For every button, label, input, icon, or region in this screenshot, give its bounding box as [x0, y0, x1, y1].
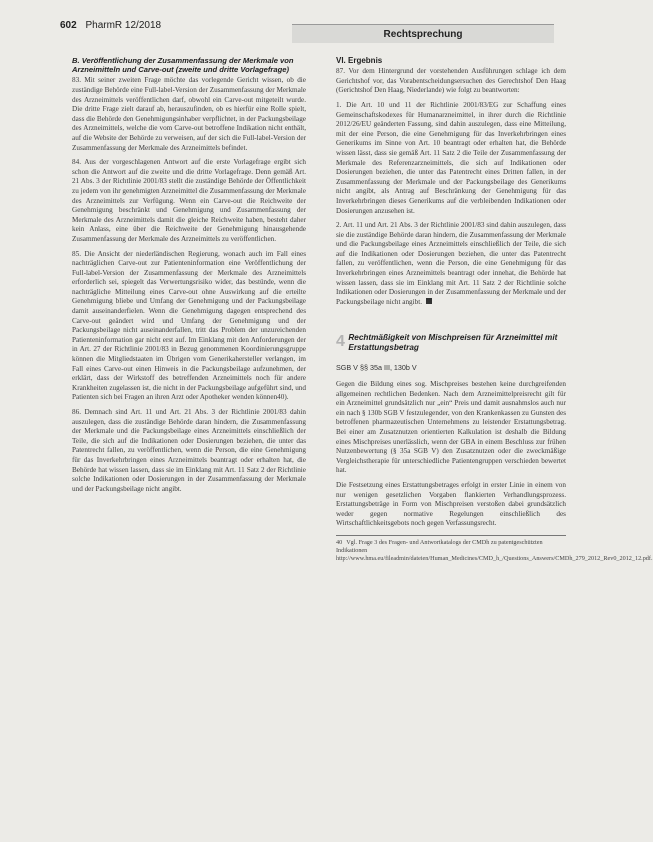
paragraph-86: 86. Demnach sind Art. 11 und Art. 21 Abs. 3 der Richtlinie 2001/83 dahin auszulegen, dass die zuständige Behörde daran hindern, die Zusammenfassung der Merkmale und die Packungsbeilage eines Arzneimittels einschließlich der Teile, die sich auf die Indikationen oder Dosierungen beziehen, die unter das Patentrecht fallen, zu veröffentlichen, wenn die Person, die eine Genehmigung für das Inverkehrbringen eines Arzneimittels beantragt oder erhalten hat, die Behörde hat wissen lassen, dass sie im Einklang mit Art. 11 Satz 2 der Richtlinie solche Indikationen oder Dosierungen in der Zusammenfassung der Merkmale und der Packungsbeilage nicht angibt.	[72, 408, 306, 493]
footnote-divider	[336, 535, 566, 536]
end-of-article-mark	[426, 298, 432, 304]
section-heading-b: B. Veröffentlichung der Zusammenfassung der Merkmale von Arzneimitteln und Carve-out (zweite und dritte Vorlagefrage)	[72, 56, 294, 75]
paragraph-87: 87. Vor dem Hintergrund der vorstehenden Ausführungen schlage ich dem Gerichtshof vor, das Vorabentscheidungsersuchen des Gerechtshof Den Haag (Gerichtshof Den Haag, Niederlande) wie folgt zu beantworten:	[336, 67, 566, 95]
paragraph-84: 84. Aus der vorgeschlagenen Antwort auf die erste Vorlagefrage ergibt sich schon die Antwort auf die zweite und die dritte Vorlagefrage. Denn gemäß Art. 21 Abs. 3 der Richtlinie 2001/83 stellt die zuständige Behörde der Öffentlichkeit zu jedem von ihr genehmigten Arzneimittel die Zusammenfassung der Merkmale des Arzneimittels zur Verfügung. Wenn ein Carve-out die Reichweite der Genehmigung beschränkt und Genehmigung und Zusammenfassung der Merkmale des Arzneimittels damit die gleiche Reichweite haben, besteht daher kein Anlass, eine über die Reichweite der Genehmigung hinausgehende Zusammenfassung der Merkmale des Arzneimittels zu veröffentlichen.	[72, 158, 306, 243]
section-header: Rechtsprechung	[292, 24, 554, 43]
statute-reference: SGB V §§ 35a III, 130b V	[336, 363, 417, 373]
section-heading-vi: VI. Ergebnis	[336, 56, 383, 65]
journal-name: PharmR 12/2018	[85, 20, 162, 31]
paragraph-85: 85. Die Ansicht der niederländischen Regierung, wonach auch im Fall eines nachträglichen Carve-out zur Patienteninformation eine Veröffentlichung der Full-label-Version der Zusammenfassung der Merkmale des Arzneimittels erforderlich sei, spiegelt das Verwertungsrisiko wider, das bestünde, wenn die nachträgliche Mitteilung eines Carve-out ohne Auswirkung auf die erteilte Genehmigung bliebe und Umfang der Genehmigung und der Packungsbeilage damit auseinanderfielen. Wenn die Genehmigung dagegen entsprechend des Carve-out geändert wird und Umfang der Genehmigung und der Packungsbeilage nicht auseinanderfallen, tritt das Problem der unzureichenden Patienteninformation gar nicht erst auf. Im Einklang mit den Anforderungen der in Art. 27 der Richtlinie 2001/83 in Bezug genommenen Koordinierungsgruppe können die Mitgliedstaaten im Übrigen vom Generikahersteller verlangen, im Fall eines Carve-out einen Hinweis in die Packungsbeilage aufzunehmen, der erklärt, dass der Wirkstoff des betreffenden Arzneimittels noch für andere Krankheiten zugelassen ist, die nicht in der Packungsbeilage aufgeführt sind, und Patienten sich bei Fragen an ihren Arzt oder Apotheker wenden können40).	[72, 249, 306, 402]
topic-number: 4	[336, 333, 345, 351]
page-number: 602	[60, 20, 77, 31]
headnote-paragraph-1: Gegen die Bildung eines sog. Mischpreises bestehen keine durchgreifenden allgemeinen rechtlichen Bedenken. Nach dem Arzneimittelpreisrecht gilt für ein Arzneimittel grundsätzlich nur „ein“ Preis und damit ausnahmslos auch nur ein nach § 130b SGB V festzulegender, von den Krankenkassen zu Gunsten des betroffenen pharmazeutischen Unternehmens zu leistender Erstattungsbetrag. Bei einer am Zusatznutzen orientierten Kalkulation ist deshalb die Bildung eines Mischpreises unerlässlich, wenn der GBA in einem Beschluss zur frühen Nutzenbewertung (§ 35a SGB V) den Zusatznutzen oder die zweckmäßige Vergleichstherapie für unterschiedliche Patientengruppen verschieden bewertet hat.	[336, 380, 566, 475]
result-item-2	[336, 221, 566, 307]
right-column	[336, 56, 653, 563]
headnote-paragraph-2: Die Festsetzung eines Erstattungsbetrages erfolgt in erster Linie in einem von nur wenigen gesetzlichen Vorgaben flankierten Verhandlungsprozess. Erstattungsbeträge in Form von Mischpreisen verstoßen dabei grundsätzlich weder gegen normative Regelungen einschließlich des Wirtschaftlichkeitsgebots noch gegen Verfassungsrecht.	[336, 480, 566, 528]
footnote-number: 40	[336, 538, 343, 546]
decision-topic	[336, 333, 566, 353]
result-item-1: 1. Die Art. 10 und 11 der Richtlinie 2001/83/EG zur Schaffung eines Gemeinschaftskodexes für Humanarzneimittel, in ihrer durch die Richtlinie 2012/26/EU geänderten Fassung, sind dahin auszulegen, dass eine Mitteilung, mit der eine Person, die eine Genehmigung für das Inverkehrbringen eines Generikums im Sinne von Art. 10 beantragt oder erhalten hat, die Behörde wissen lässt, dass sie gemäß Art. 11 Satz 2 die Teile der Zusammenfassung der Merkmale des Referenzarzneimittels, die sich auf Indikationen oder Dosierungen beziehen, die unter das Patentrecht eines Dritten fallen, in der Zusammenfassung der Merkmale und der Packungsbeilage des Generikums nicht angibt, als Antrag auf Beschränkung der Genehmigung für das Inverkehrbringen dieses Generikums auf die verbleibenden Indikationen oder Dosierungen anzusehen ist.	[336, 100, 566, 215]
topic-title: Rechtmäßigkeit von Mischpreisen für Arzneimittel mit Erstattungsbetrag	[348, 333, 558, 353]
result-item-2-text: 2. Art. 11 und Art. 21 Abs. 3 der Richtlinie 2001/83 sind dahin auszulegen, dass sie die zuständige Behörde daran hindern, die Zusammenfassung der Merkmale und die Packungsbeilage eines Arzneimittels einschließlich der Teile, die sich auf die Indikationen oder Dosierungen beziehen, die unter das Patentrecht fallen, zu veröffentlichen, wenn die Person, die eine Genehmigung für das Inverkehrbringen eines Arzneimittels beantragt oder innehat, die Behörde hat wissen lassen, dass sie im Einklang mit Art. 11 Satz 2 der Richtlinie solche Indikationen oder Dosierungen in der Zusammenfassung der Merkmale und der Packungsbeilage nicht angibt.	[336, 221, 566, 306]
page-header	[60, 20, 161, 31]
footnote-40	[336, 538, 653, 563]
paragraph-83: 83. Mit seiner zweiten Frage möchte das vorlegende Gericht wissen, ob die zuständige Behörde eine Full-label-Version der Zusammenfassung der Merkmale des Arzneimittels veröffentlichen darf, obwohl ein Carve-out mitgeteilt wurde. Die dritte Frage zielt darauf ab, herauszufinden, ob es hierfür eine Rolle spielt, dass die Behörde den Genehmigungsinhaber verpflichtet, in der Packungsbeilage des Arzneimittels, welche die vom Carve-out betroffene Indikation nicht enthält, auf die Website der Behörde zu verweisen, auf der sich die Full-label-Version der Zusammenfassung der Merkmale des Arzneimittels befindet.	[72, 76, 306, 152]
left-column	[72, 56, 306, 499]
footnote-text: Vgl. Frage 3 des Fragen- und Antwortkatalogs der CMDh zu patentgeschützten Indikationen http://www.hma.eu/fileadmin/dateien/Human_Medicines/CMD_h_/Questions_Answers/CMDh_279_2012_Rev0_2012_12.pdf.	[336, 538, 653, 562]
